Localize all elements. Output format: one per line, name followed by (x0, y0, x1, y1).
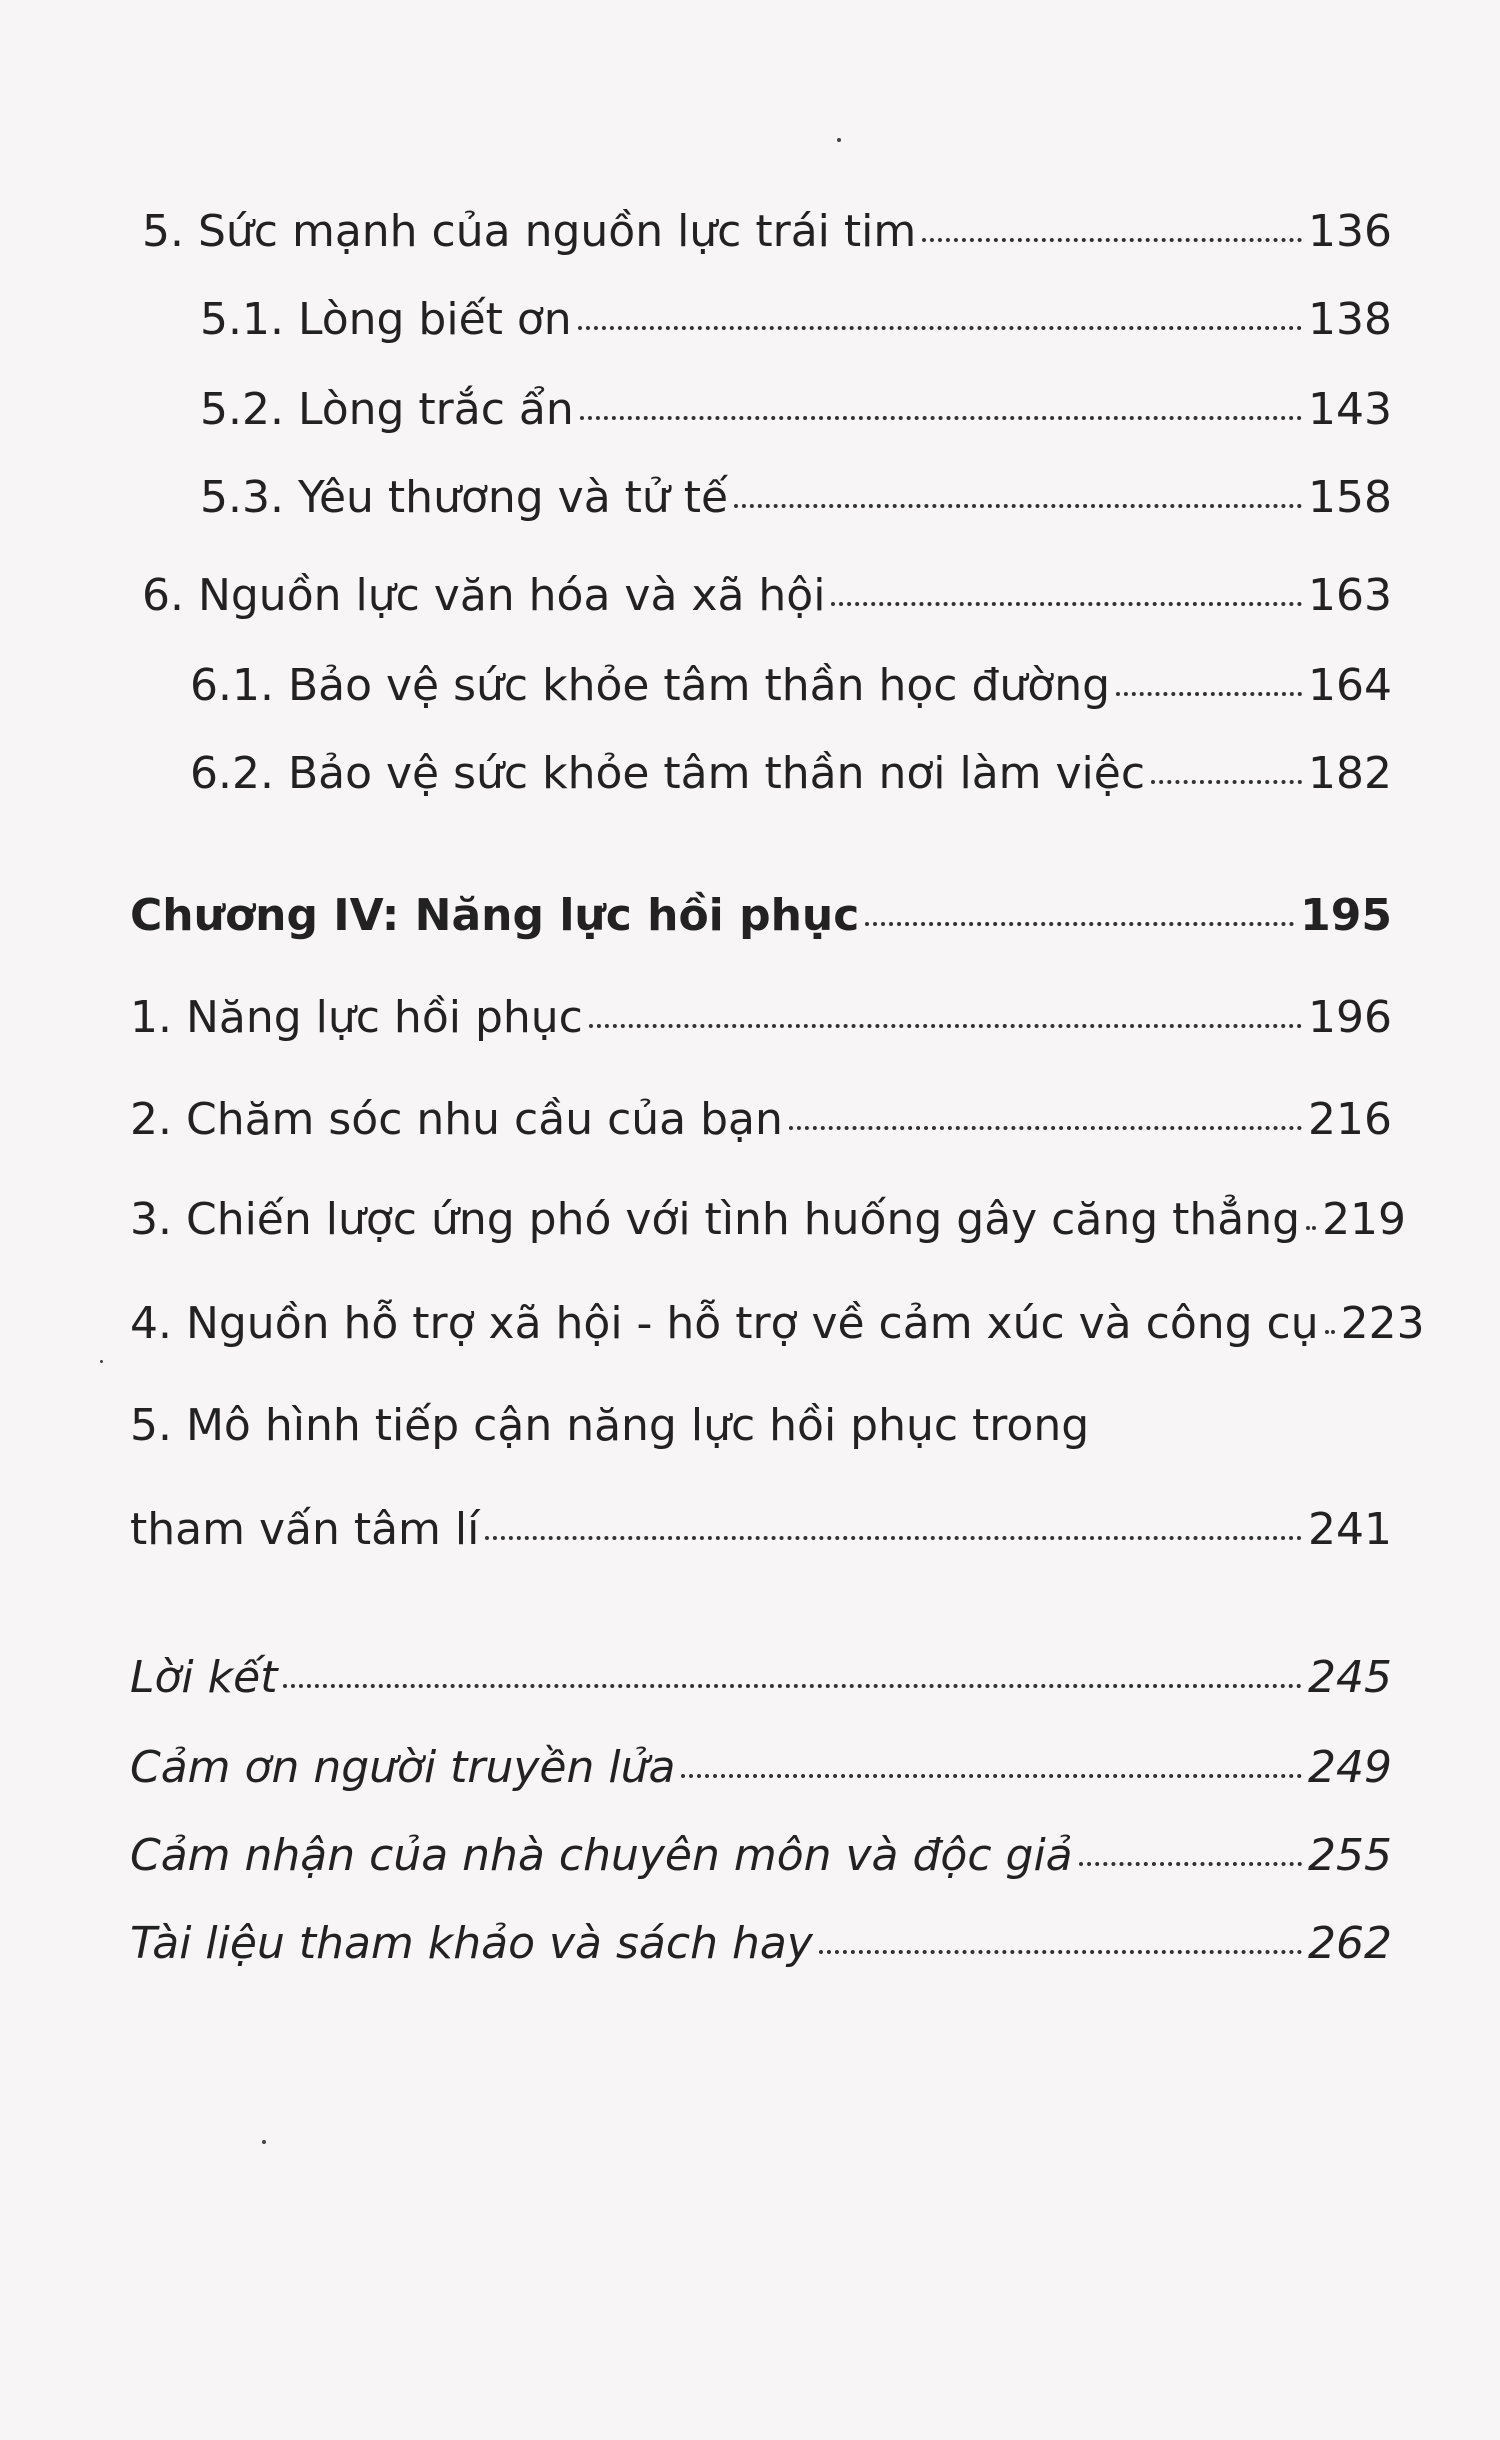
toc-entry-page: 158 (1308, 472, 1392, 523)
leader-dots (589, 1024, 1302, 1028)
toc-entry-page: 219 (1322, 1194, 1407, 1245)
leader-dots (485, 1536, 1302, 1540)
toc-entry-label: 1. Năng lực hồi phục (130, 992, 583, 1043)
toc-entry-label: 6.1. Bảo vệ sức khỏe tâm thần học đường (190, 660, 1111, 711)
leader-dots (578, 326, 1302, 330)
toc-entry[interactable] (130, 1298, 1425, 1349)
leader-dots (283, 1684, 1302, 1688)
leader-dots (1116, 692, 1302, 696)
toc-entry-label: 2. Chăm sóc nhu cầu của bạn (130, 1094, 783, 1145)
toc-entry-page: 255 (1308, 1830, 1392, 1881)
toc-entry[interactable] (200, 472, 1392, 523)
toc-entry[interactable] (190, 660, 1392, 711)
toc-entry-page: 182 (1308, 748, 1392, 799)
leader-dots (819, 1950, 1302, 1954)
toc-entry-page: 136 (1308, 206, 1392, 257)
toc-entry-label: 6.2. Bảo vệ sức khỏe tâm thần nơi làm việc (190, 748, 1146, 799)
toc-entry[interactable] (130, 1830, 1392, 1881)
toc-entry-label: 5.2. Lòng trắc ẩn (200, 384, 574, 435)
toc-entry-page: 196 (1308, 992, 1392, 1043)
toc-entry-page: 138 (1308, 294, 1392, 345)
leader-dots (789, 1126, 1302, 1130)
leader-dots (580, 416, 1302, 420)
toc-entry-page: 262 (1308, 1918, 1392, 1969)
toc-entry-page: 249 (1308, 1742, 1392, 1793)
leader-dots (922, 238, 1302, 242)
toc-entry-label: 5. Sức mạnh của nguồn lực trái tim (142, 206, 917, 257)
toc-entry[interactable] (130, 1652, 1392, 1703)
toc-entry-page: 163 (1308, 570, 1392, 621)
toc-entry[interactable] (190, 748, 1392, 799)
toc-entry-label: 6. Nguồn lực văn hóa và xã hội (142, 570, 826, 621)
toc-entry-label: 4. Nguồn hỗ trợ xã hội - hỗ trợ về cảm xúc và công cụ (130, 1298, 1319, 1349)
toc-entry[interactable] (130, 992, 1392, 1043)
toc-entry-page: 195 (1300, 890, 1392, 941)
toc-entry[interactable] (130, 1194, 1407, 1245)
toc-entry[interactable] (130, 1504, 1392, 1555)
toc-entry-label: 3. Chiến lược ứng phó với tình huống gây căng thẳng (130, 1194, 1301, 1245)
toc-entry-page: 223 (1340, 1298, 1425, 1349)
leader-dots (865, 922, 1294, 926)
toc-entry-label: 5.1. Lòng biết ơn (200, 294, 572, 345)
toc-entry-label: Cảm nhận của nhà chuyên môn và độc giả (130, 1830, 1073, 1881)
toc-entry[interactable] (200, 384, 1392, 435)
toc-entry[interactable] (200, 294, 1392, 345)
toc-entry-page: 216 (1308, 1094, 1392, 1145)
leader-dots (1306, 1226, 1316, 1230)
print-speck (100, 1360, 103, 1363)
toc-entry-label: 5. Mô hình tiếp cận năng lực hồi phục trong (130, 1400, 1090, 1451)
toc-entry[interactable] (130, 1094, 1392, 1145)
print-speck (262, 2140, 266, 2144)
print-speck (837, 138, 841, 142)
toc-entry-label: Cảm ơn người truyền lửa (130, 1742, 676, 1793)
leader-dots (831, 602, 1302, 606)
toc-entry-page: 143 (1308, 384, 1392, 435)
leader-dots (1079, 1862, 1302, 1866)
toc-entry[interactable] (142, 206, 1392, 257)
toc-entry-page: 241 (1308, 1504, 1392, 1555)
leader-dots (681, 1774, 1302, 1778)
toc-entry[interactable] (142, 570, 1392, 621)
toc-entry-label: Tài liệu tham khảo và sách hay (130, 1918, 813, 1969)
toc-entry-label: 5.3. Yêu thương và tử tế (200, 472, 729, 523)
toc-entry[interactable] (130, 1918, 1392, 1969)
leader-dots (1325, 1330, 1335, 1334)
toc-entry[interactable] (130, 1742, 1392, 1793)
toc-entry-label: Lời kết (130, 1652, 278, 1703)
leader-dots (734, 504, 1302, 508)
toc-entry-label: Chương IV: Năng lực hồi phục (130, 890, 860, 941)
toc-entry-label: tham vấn tâm lí (130, 1504, 480, 1555)
toc-entry-page: 164 (1308, 660, 1392, 711)
toc-entry-page: 245 (1308, 1652, 1392, 1703)
leader-dots (1151, 780, 1302, 784)
toc-chapter-entry[interactable] (130, 890, 1392, 941)
